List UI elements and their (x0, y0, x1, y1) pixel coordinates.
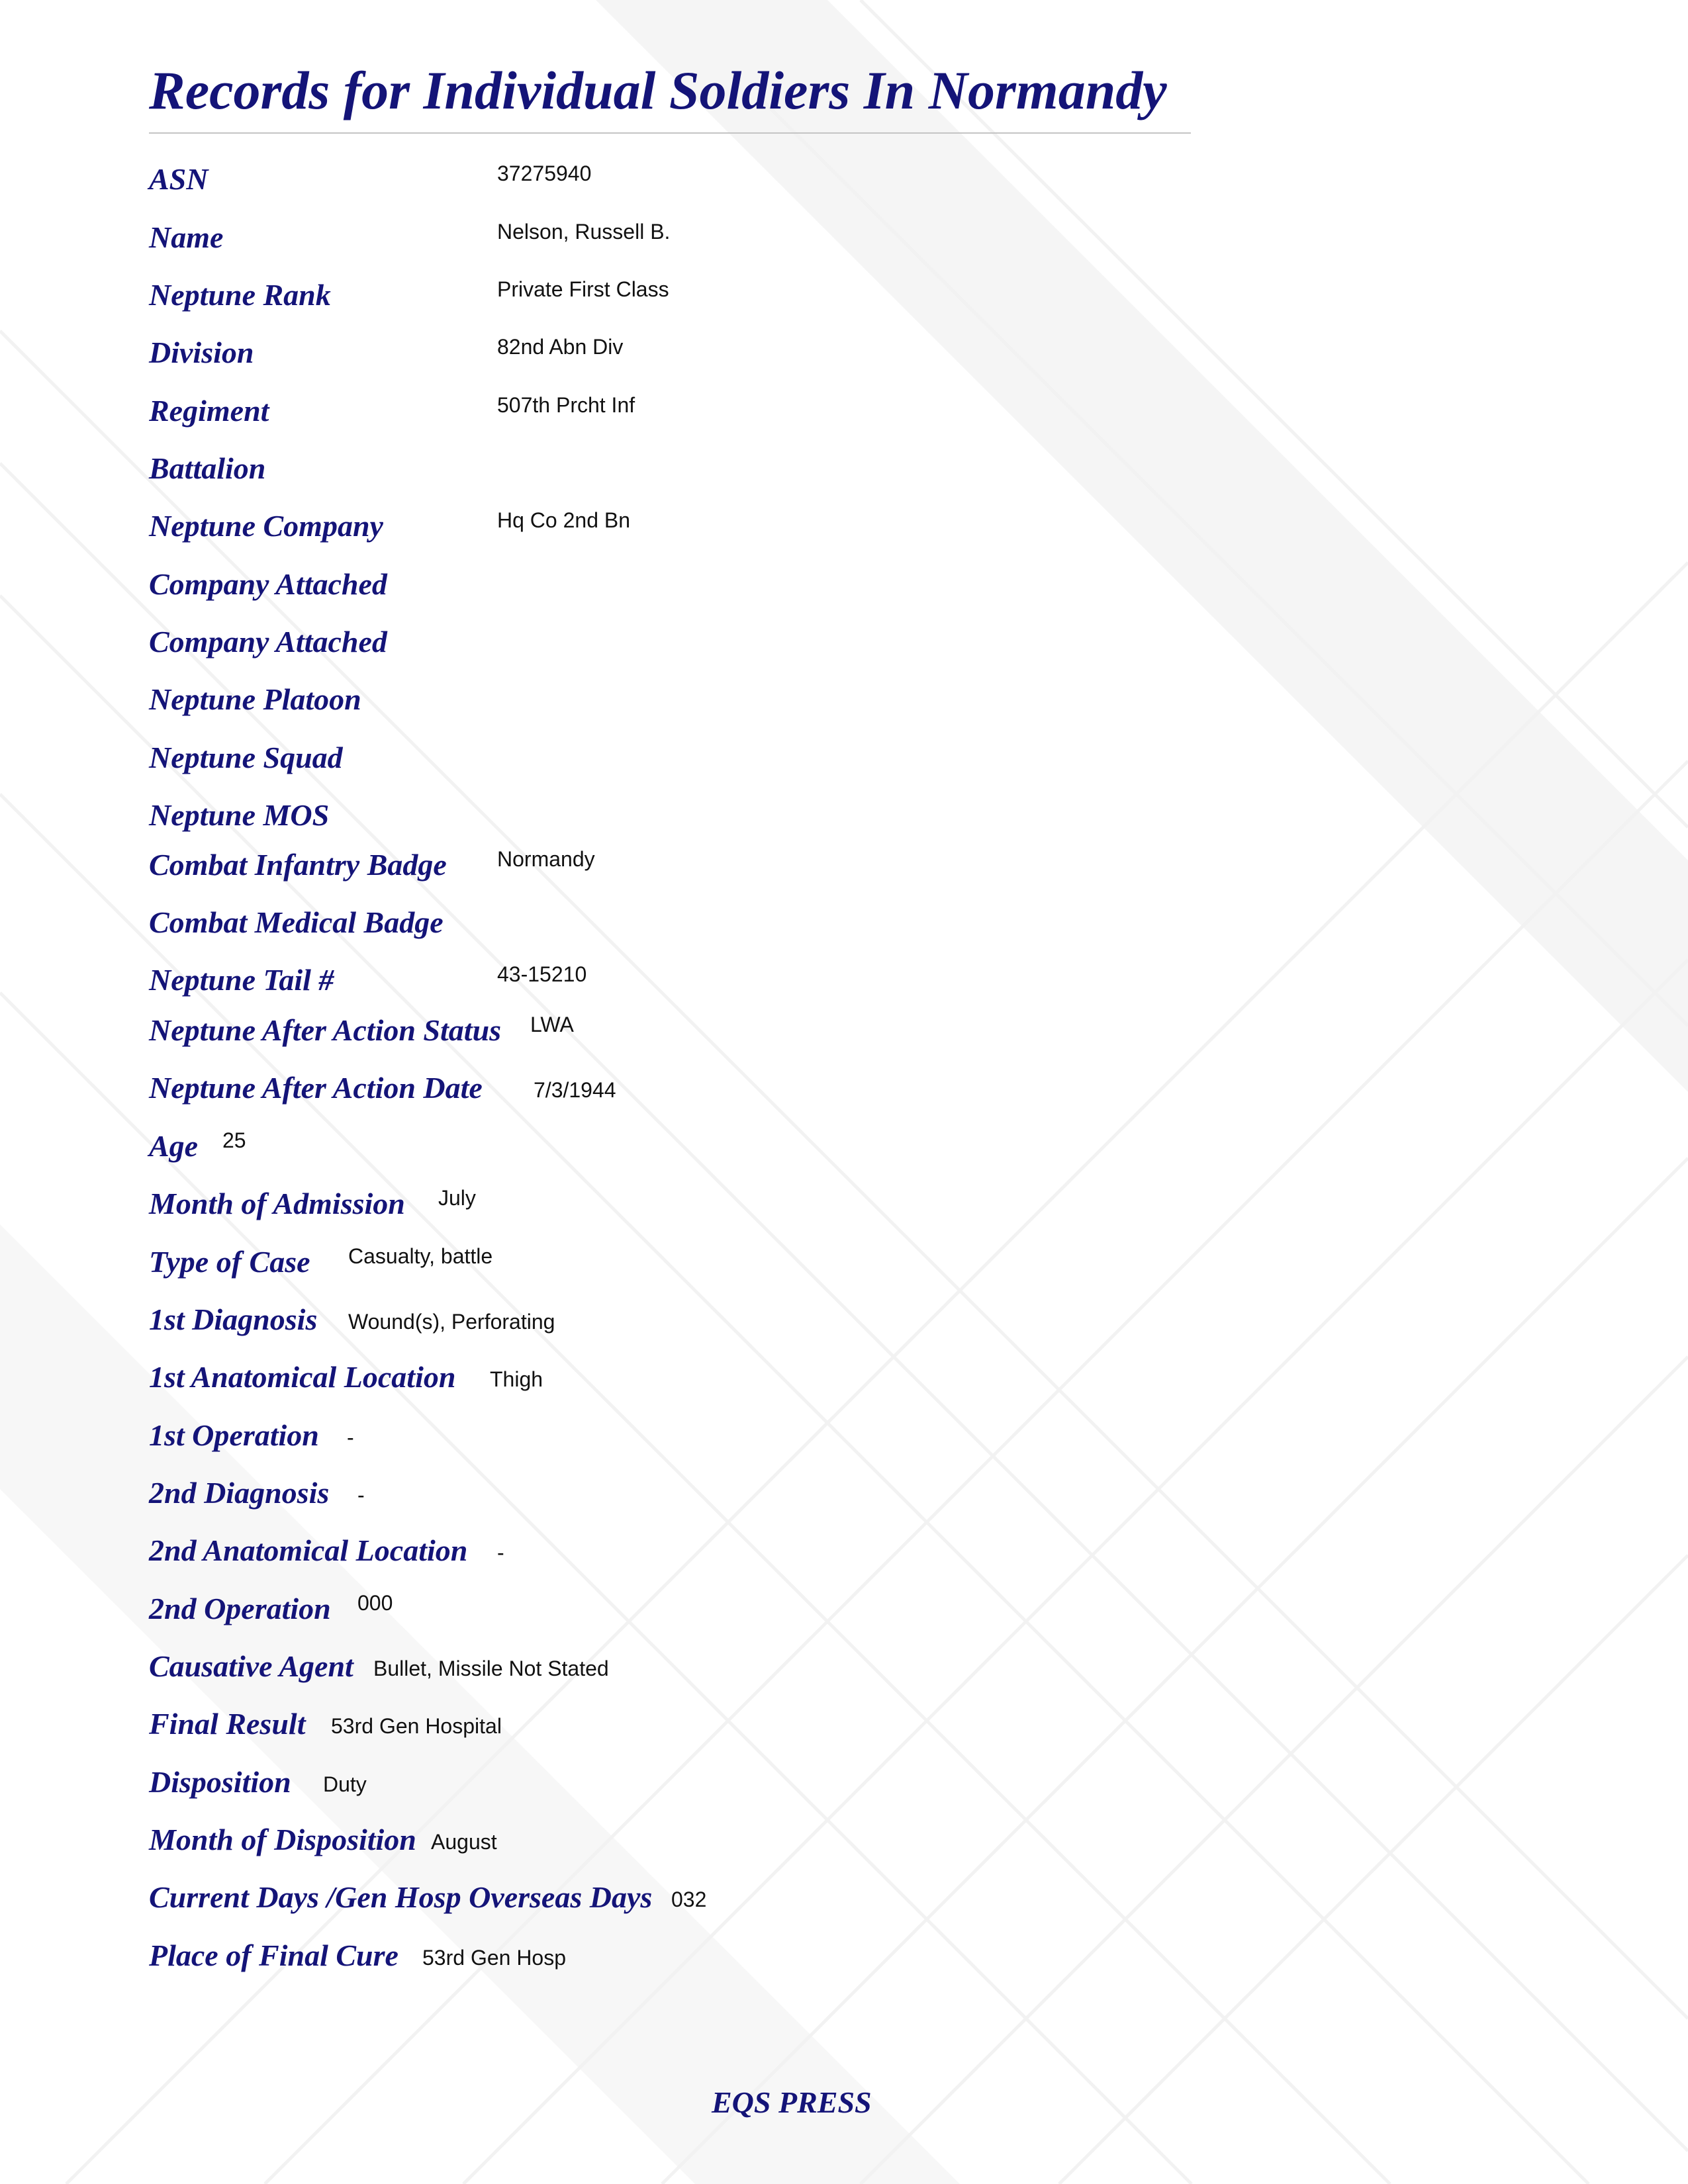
place-of-final-cure-value: 53rd Gen Hosp (422, 1946, 567, 1970)
combat-infantry-badge-value: Normandy (497, 847, 595, 871)
neptune-tail-value: 43-15210 (497, 962, 587, 986)
first-operation-label: 1st Operation (149, 1418, 319, 1452)
causative-agent-value: Bullet, Missile Not Stated (373, 1657, 609, 1680)
title-divider (149, 132, 1191, 134)
age-value: 25 (222, 1128, 246, 1152)
after-action-status-label: Neptune After Action Status (149, 1013, 502, 1047)
second-diagnosis-value: - (357, 1483, 365, 1507)
current-days-label: Current Days /Gen Hosp Overseas Days (149, 1880, 653, 1914)
battalion-label: Battalion (149, 451, 266, 485)
company-attached-label: Company Attached (149, 625, 387, 659)
asn-value: 37275940 (497, 161, 592, 185)
final-result-label: Final Result (149, 1707, 306, 1741)
second-anatomical-location-value: - (497, 1541, 504, 1565)
combat-medical-badge-label: Combat Medical Badge (149, 905, 444, 939)
causative-agent-label: Causative Agent (149, 1649, 353, 1683)
first-anatomical-location-label: 1st Anatomical Location (149, 1360, 456, 1394)
place-of-final-cure-label: Place of Final Cure (149, 1938, 399, 1972)
regiment-value: 507th Prcht Inf (497, 393, 635, 417)
type-of-case-label: Type of Case (149, 1245, 310, 1279)
after-action-status-value: LWA (530, 1013, 574, 1036)
month-of-admission-value: July (438, 1186, 476, 1210)
disposition-value: Duty (323, 1772, 367, 1796)
division-value: 82nd Abn Div (497, 335, 624, 359)
after-action-date-label: Neptune After Action Date (149, 1071, 483, 1105)
neptune-company-label: Neptune Company (149, 509, 383, 543)
division-label: Division (149, 336, 254, 369)
second-diagnosis-label: 2nd Diagnosis (149, 1476, 330, 1510)
neptune-company-value: Hq Co 2nd Bn (497, 508, 631, 532)
regiment-label: Regiment (149, 394, 269, 428)
neptune-rank-label: Neptune Rank (149, 278, 331, 312)
first-diagnosis-value: Wound(s), Perforating (348, 1310, 555, 1334)
after-action-date-value: 7/3/1944 (534, 1078, 616, 1102)
second-operation-value: 000 (357, 1591, 393, 1615)
second-operation-label: 2nd Operation (149, 1592, 331, 1625)
publisher-footer: EQS PRESS (712, 2085, 872, 2119)
second-anatomical-location-label: 2nd Anatomical Location (149, 1533, 468, 1567)
combat-infantry-badge-label: Combat Infantry Badge (149, 848, 447, 882)
neptune-platoon-label: Neptune Platoon (149, 682, 361, 716)
disposition-label: Disposition (149, 1765, 291, 1799)
neptune-mos-label: Neptune MOS (149, 798, 330, 832)
month-of-admission-label: Month of Admission (149, 1187, 405, 1220)
page-title: Records for Individual Soldiers In Normandy (149, 60, 1167, 120)
neptune-tail-label: Neptune Tail # (149, 963, 334, 997)
final-result-value: 53rd Gen Hospital (331, 1714, 502, 1738)
month-of-disposition-value: August (431, 1830, 497, 1854)
first-anatomical-location-value: Thigh (490, 1367, 543, 1391)
month-of-disposition-label: Month of Disposition (149, 1823, 416, 1856)
type-of-case-value: Casualty, battle (348, 1244, 493, 1268)
neptune-squad-label: Neptune Squad (149, 741, 343, 774)
asn-label: ASN (149, 162, 209, 196)
name-value: Nelson, Russell B. (497, 220, 671, 244)
first-diagnosis-label: 1st Diagnosis (149, 1302, 318, 1336)
current-days-value: 032 (671, 1888, 707, 1911)
neptune-rank-value: Private First Class (497, 277, 669, 301)
first-operation-value: - (347, 1426, 354, 1449)
name-label: Name (149, 220, 224, 254)
company-attached-label: Company Attached (149, 567, 387, 601)
age-label: Age (149, 1129, 199, 1163)
